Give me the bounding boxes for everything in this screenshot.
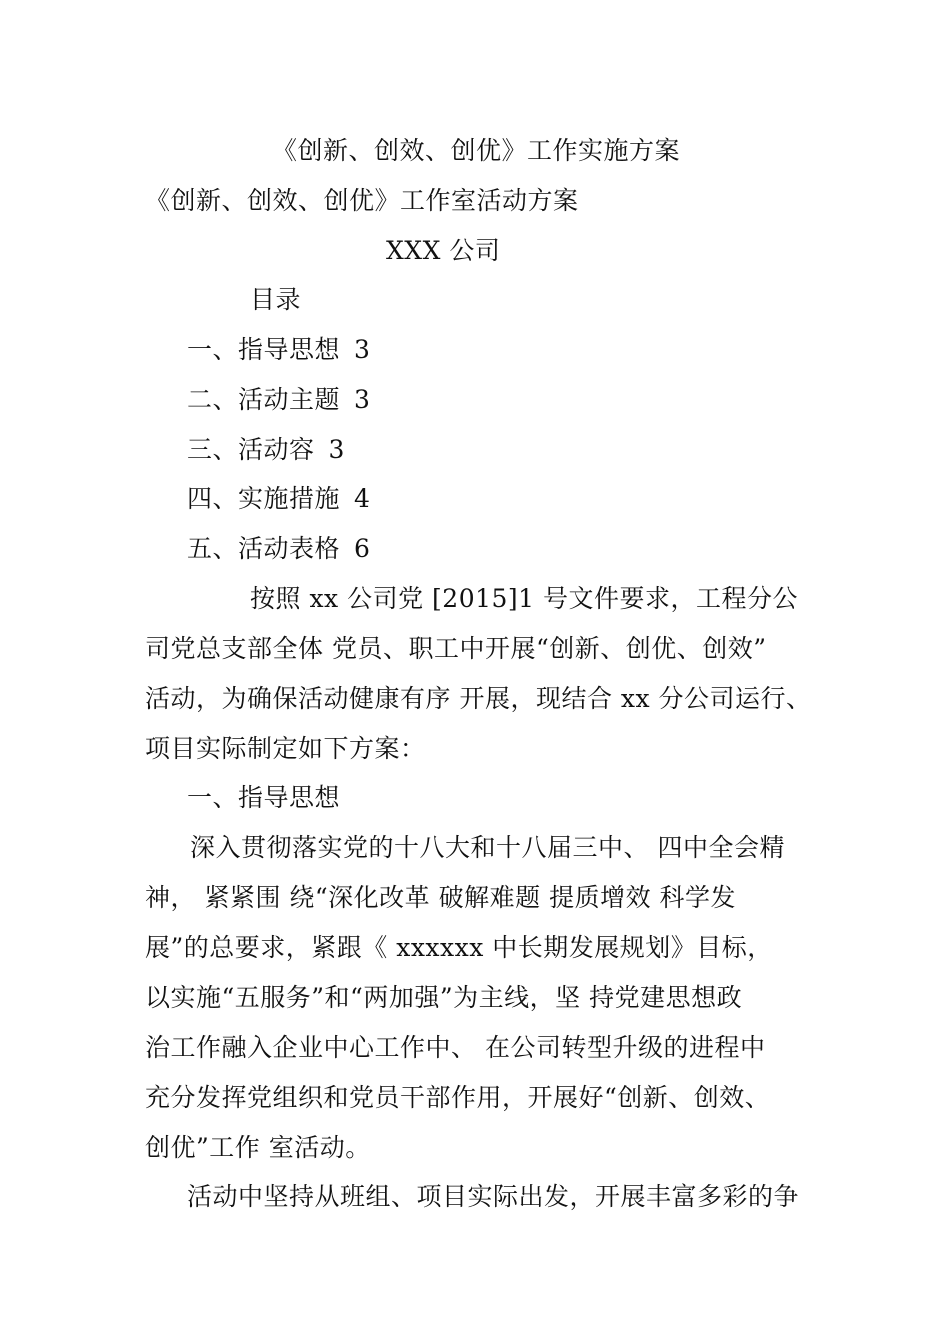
document-title: 《创新、创效、创优》工作实施方案 [272,136,681,165]
section-paragraph-line: 创优”工作 室活动。 [145,1133,371,1162]
intro-paragraph-line: 司党总支部全体 党员、职工中开展“创新、创优、创效” [145,634,767,663]
section-paragraph-line: 深入贯彻落实党的十八大和十八届三中、 四中全会精 [190,833,785,862]
toc-item-page: 3 [354,335,371,364]
section-paragraph-line: 以实施“五服务”和“两加强”为主线，坚 持党建思想政 [145,983,743,1012]
toc-item-page: 4 [354,484,371,513]
toc-item-page: 3 [328,435,345,464]
toc-item [187,385,370,415]
section-paragraph-line: 充分发挥党组织和党员干部作用，开展好“创新、创效、 [145,1083,771,1112]
toc-item [187,435,345,465]
toc-item-page: 6 [354,534,371,563]
document-subtitle: 《创新、创效、创优》工作室活动方案 [145,186,579,215]
toc-item-label: 四、实施措施 [187,484,341,513]
toc-item-label: 三、活动容 [187,435,315,464]
toc-heading: 目录 [250,285,302,314]
toc-item [187,335,370,365]
intro-paragraph-line: 活动，为确保活动健康有序 开展，现结合 xx 分公司运行、 [145,684,812,713]
toc-item-label: 五、活动表格 [187,534,341,563]
toc-item-label: 一、指导思想 [187,335,341,364]
section-paragraph-line: 神， 紧紧围 绕“深化改革 破解难题 提质增效 科学发 [145,883,737,912]
section-paragraph-line: 展”的总要求，紧跟《 xxxxxx 中长期发展规划》目标， [145,933,773,962]
toc-item-label: 二、活动主题 [187,385,341,414]
intro-paragraph-line: 项目实际制定如下方案： [145,734,426,763]
section-heading: 一、指导思想 [187,783,341,812]
toc-item-page: 3 [354,385,371,414]
intro-paragraph-line: 按照 xx 公司党 [2015]1 号文件要求，工程分公 [250,584,799,613]
paragraph-line: 活动中坚持从班组、项目实际出发，开展丰富多彩的争 [187,1182,800,1211]
toc-item [187,484,370,514]
toc-item [187,534,370,564]
section-paragraph-line: 治工作融入企业中心工作中、 在公司转型升级的进程中 [145,1033,766,1062]
company-name: XXX 公司 [386,236,501,265]
